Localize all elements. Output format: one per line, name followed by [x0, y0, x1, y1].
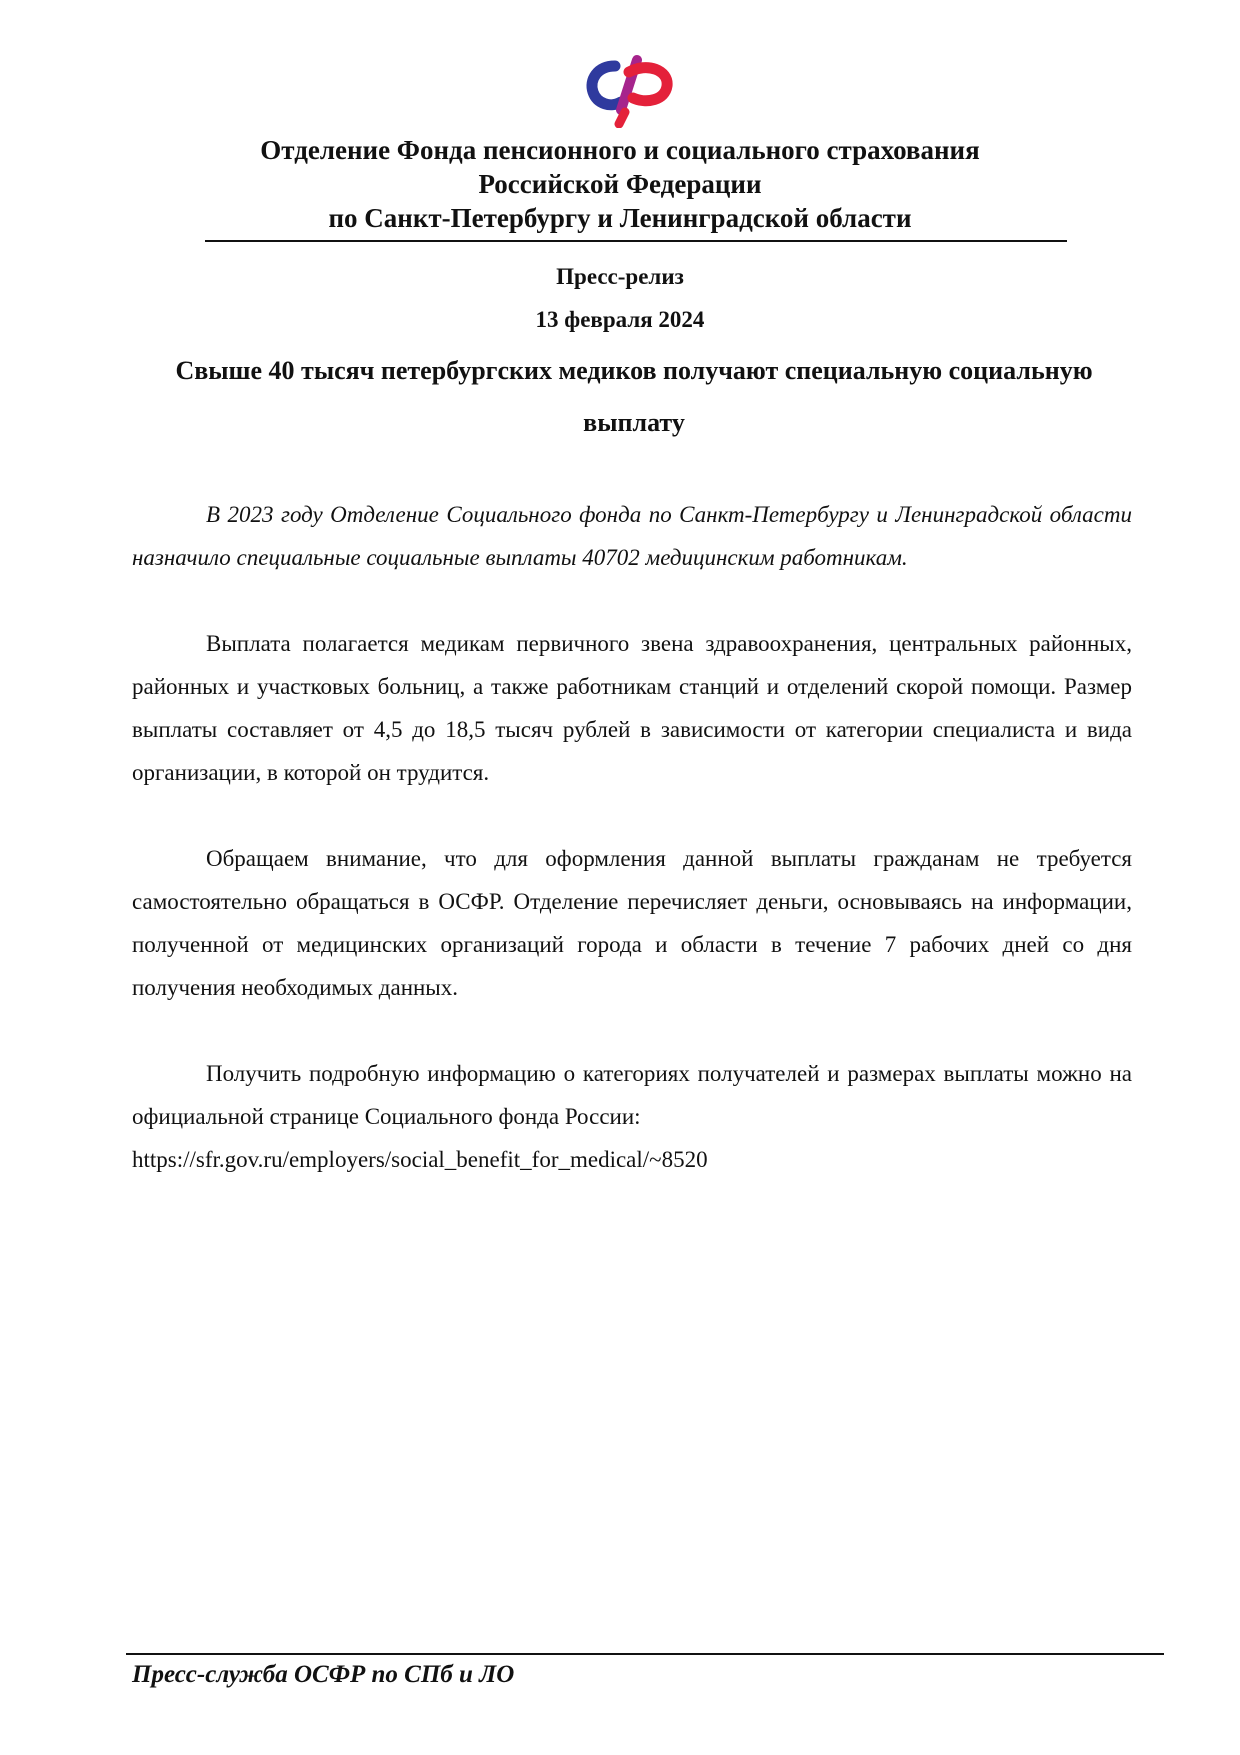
paragraph-process: Обращаем внимание, что для оформления данной выплаты гражданам не требуется самостоятельно обращаться в ОСФР. Отделение перечисляет деньги, основываясь на информации, полученной от медицинских организаций города и области в течение 7 рабочих дней со дня получения необходимых данных. [132, 846, 1132, 1000]
paragraph-more-info [132, 1052, 1132, 1181]
org-line-2: Российской Федерации [478, 169, 762, 199]
document-date: 13 февраля 2024 [535, 307, 705, 332]
sfr-logo-icon [585, 48, 675, 128]
paragraph-eligibility: Выплата полагается медикам первичного звена здравоохранения, центральных районных, районных и участковых больниц, а также работникам станций и отделений скорой помощи. Размер выплаты составляет от 4,5 до 18,5 тысяч рублей в зависимости от категории специалиста и вида организации, в которой он трудится. [132, 631, 1132, 785]
document-type: Пресс-релиз [556, 264, 684, 289]
paragraph-intro: В 2023 году Отделение Социального фонда по Санкт-Петербургу и Ленинградской области назначило специальные социальные выплаты 40702 медицинским работникам. [132, 502, 1132, 570]
org-line-1: Отделение Фонда пенсионного и социального страхования [260, 135, 980, 165]
footer-signature: Пресс-служба ОСФР по СПб и ЛО [132, 1661, 515, 1688]
header-divider [205, 240, 1067, 242]
more-info-text: Получить подробную информацию о категориях получателей и размерах выплаты можно на официальной странице Социального фонда России: [132, 1061, 1132, 1129]
page-title: Свыше 40 тысяч петербургских медиков получают специальную социальную выплату [175, 356, 1093, 437]
organization-name [0, 133, 1240, 235]
org-line-3: по Санкт-Петербургу и Ленинградской области [328, 203, 912, 233]
footer-divider [126, 1653, 1164, 1655]
sfr-link[interactable]: https://sfr.gov.ru/employers/social_benefit_for_medical/~8520 [132, 1147, 708, 1172]
press-release-body [132, 493, 1132, 1181]
